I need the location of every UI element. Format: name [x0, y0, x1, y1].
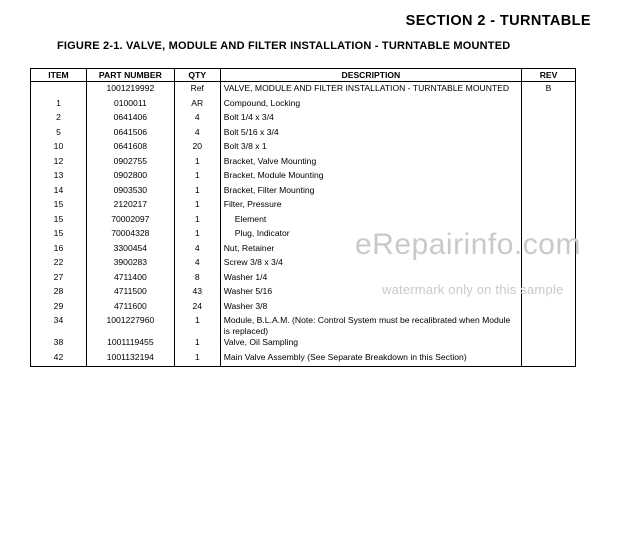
- table-row: [31, 214, 576, 229]
- row-item: 2: [31, 112, 87, 127]
- row-qty: 1: [174, 352, 220, 367]
- column-header-part-number: PART NUMBER: [86, 69, 174, 82]
- table-row: [31, 112, 576, 127]
- row-rev: [522, 199, 576, 214]
- row-description: Valve, Oil Sampling: [220, 337, 521, 352]
- row-description: Bolt 1/4 x 3/4: [220, 112, 521, 127]
- table-row: [31, 199, 576, 214]
- table-row: [31, 337, 576, 352]
- row-description: Plug, Indicator: [220, 228, 521, 243]
- row-part-number: 0641406: [86, 112, 174, 127]
- watermark-subtext: watermark only on this sample: [382, 282, 564, 297]
- figure-title: FIGURE 2-1. VALVE, MODULE AND FILTER INSTALLATION - TURNTABLE MOUNTED: [57, 40, 511, 52]
- row-item: 15: [31, 228, 87, 243]
- column-header-qty: QTY: [174, 69, 220, 82]
- row-item: 29: [31, 301, 87, 316]
- row-part-number: 3900283: [86, 257, 174, 272]
- table-row: [31, 156, 576, 171]
- table-row: [31, 301, 576, 316]
- row-description: Module, B.L.A.M. (Note: Control System must be recalibrated when Module is replaced): [220, 315, 521, 337]
- row-item: 42: [31, 352, 87, 367]
- table-row: [31, 127, 576, 142]
- row-description: Filter, Pressure: [220, 199, 521, 214]
- row-description: Screw 3/8 x 3/4: [220, 257, 521, 272]
- row-description: Compound, Locking: [220, 98, 521, 113]
- row-part-number: 70002097: [86, 214, 174, 229]
- column-header-description: DESCRIPTION: [220, 69, 521, 82]
- row-description: Bolt 3/8 x 1: [220, 141, 521, 156]
- row-rev: [522, 98, 576, 113]
- row-qty: 20: [174, 141, 220, 156]
- row-item: 27: [31, 272, 87, 287]
- row-part-number: 1001227960: [86, 315, 174, 337]
- row-rev: [522, 337, 576, 352]
- row-rev: [522, 141, 576, 156]
- row-rev: [522, 315, 576, 337]
- row-item: 38: [31, 337, 87, 352]
- table-row: [31, 185, 576, 200]
- watermark-text: eRepairinfo.com: [355, 228, 581, 261]
- row-qty: 43: [174, 286, 220, 301]
- table-row: [31, 141, 576, 156]
- table-row: [31, 170, 576, 185]
- parts-table: [30, 68, 576, 367]
- row-rev: [522, 112, 576, 127]
- table-header-row: [31, 69, 576, 82]
- row-qty: 1: [174, 156, 220, 171]
- row-part-number: 0902800: [86, 170, 174, 185]
- row-part-number: 0903530: [86, 185, 174, 200]
- table-row: [31, 352, 576, 367]
- parts-table-body: [31, 82, 576, 367]
- row-rev: [522, 127, 576, 142]
- row-qty: 1: [174, 315, 220, 337]
- row-part-number: 1001132194: [86, 352, 174, 367]
- row-rev: [522, 214, 576, 229]
- table-row: [31, 82, 576, 98]
- row-part-number: 1001119455: [86, 337, 174, 352]
- row-part-number: 3300454: [86, 243, 174, 258]
- row-rev: [522, 156, 576, 171]
- table-row: [31, 98, 576, 113]
- row-part-number: 0641506: [86, 127, 174, 142]
- row-rev: [522, 185, 576, 200]
- row-part-number: 4711500: [86, 286, 174, 301]
- row-description: Element: [220, 214, 521, 229]
- row-part-number: 2120217: [86, 199, 174, 214]
- row-rev: [522, 301, 576, 316]
- column-header-item: ITEM: [31, 69, 87, 82]
- row-part-number: 0100011: [86, 98, 174, 113]
- row-rev: [522, 352, 576, 367]
- row-description: Bracket, Valve Mounting: [220, 156, 521, 171]
- row-item: 10: [31, 141, 87, 156]
- row-part-number: 70004328: [86, 228, 174, 243]
- row-description: Washer 3/8: [220, 301, 521, 316]
- row-item: [31, 82, 87, 98]
- row-qty: 4: [174, 257, 220, 272]
- row-rev: B: [522, 82, 576, 98]
- row-qty: 4: [174, 127, 220, 142]
- row-qty: 4: [174, 243, 220, 258]
- row-description: Bracket, Module Mounting: [220, 170, 521, 185]
- row-item: 14: [31, 185, 87, 200]
- row-part-number: 0902755: [86, 156, 174, 171]
- row-item: 28: [31, 286, 87, 301]
- row-item: 15: [31, 214, 87, 229]
- row-item: 15: [31, 199, 87, 214]
- row-item: 12: [31, 156, 87, 171]
- row-qty: 1: [174, 337, 220, 352]
- row-qty: 1: [174, 185, 220, 200]
- row-item: 16: [31, 243, 87, 258]
- row-description: Washer 5/16: [220, 286, 521, 301]
- row-qty: 8: [174, 272, 220, 287]
- row-qty: 1: [174, 228, 220, 243]
- row-part-number: 4711400: [86, 272, 174, 287]
- row-qty: 4: [174, 112, 220, 127]
- row-description: Bracket, Filter Mounting: [220, 185, 521, 200]
- row-qty: Ref: [174, 82, 220, 98]
- row-description: Main Valve Assembly (See Separate Breakdown in this Section): [220, 352, 521, 367]
- column-header-rev: REV: [522, 69, 576, 82]
- row-item: 1: [31, 98, 87, 113]
- row-item: 22: [31, 257, 87, 272]
- row-part-number: 1001219992: [86, 82, 174, 98]
- row-item: 13: [31, 170, 87, 185]
- row-part-number: 4711600: [86, 301, 174, 316]
- row-part-number: 0641608: [86, 141, 174, 156]
- row-item: 34: [31, 315, 87, 337]
- row-description: Bolt 5/16 x 3/4: [220, 127, 521, 142]
- row-qty: 1: [174, 199, 220, 214]
- row-description: VALVE, MODULE AND FILTER INSTALLATION - TURNTABLE MOUNTED: [220, 82, 521, 98]
- row-qty: 1: [174, 170, 220, 185]
- table-row: [31, 315, 576, 337]
- row-description: Nut, Retainer: [220, 243, 521, 258]
- row-qty: AR: [174, 98, 220, 113]
- row-description: Washer 1/4: [220, 272, 521, 287]
- section-title: SECTION 2 - TURNTABLE: [405, 13, 591, 29]
- row-item: 5: [31, 127, 87, 142]
- row-qty: 1: [174, 214, 220, 229]
- row-qty: 24: [174, 301, 220, 316]
- row-rev: [522, 170, 576, 185]
